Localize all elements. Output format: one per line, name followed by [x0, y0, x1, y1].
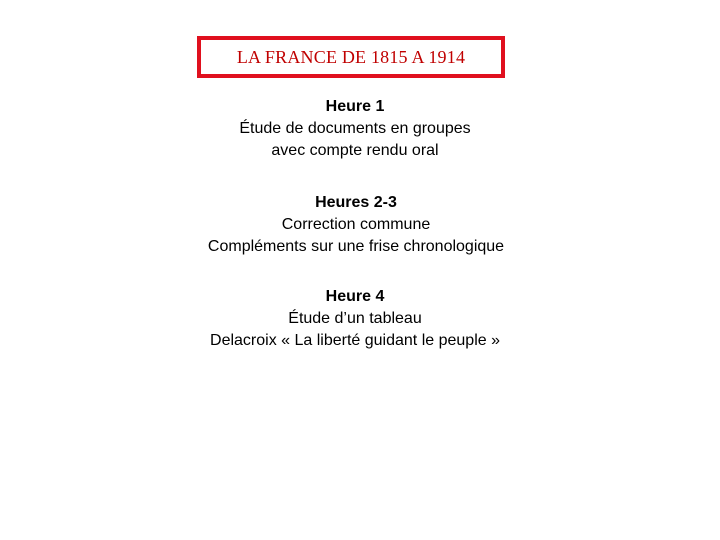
section-heading: Heure 4 — [325, 288, 385, 305]
section-line: Compléments sur une frise chronologique — [207, 238, 505, 255]
section-line: Étude d’un tableau — [288, 310, 422, 327]
section-line: Delacroix « La liberté guidant le peuple » — [210, 332, 500, 349]
section-line: Étude de documents en groupes — [239, 120, 471, 137]
section-heure-4 — [170, 286, 540, 352]
section-heures-2-3 — [170, 192, 542, 258]
section-heading: Heure 1 — [325, 98, 385, 115]
section-line: avec compte rendu oral — [271, 142, 439, 159]
section-heure-1 — [180, 96, 530, 162]
section-heading: Heures 2-3 — [315, 194, 397, 211]
section-line: Correction commune — [281, 216, 431, 233]
page-title: LA FRANCE DE 1815 A 1914 — [236, 46, 466, 67]
title-box — [197, 36, 505, 78]
